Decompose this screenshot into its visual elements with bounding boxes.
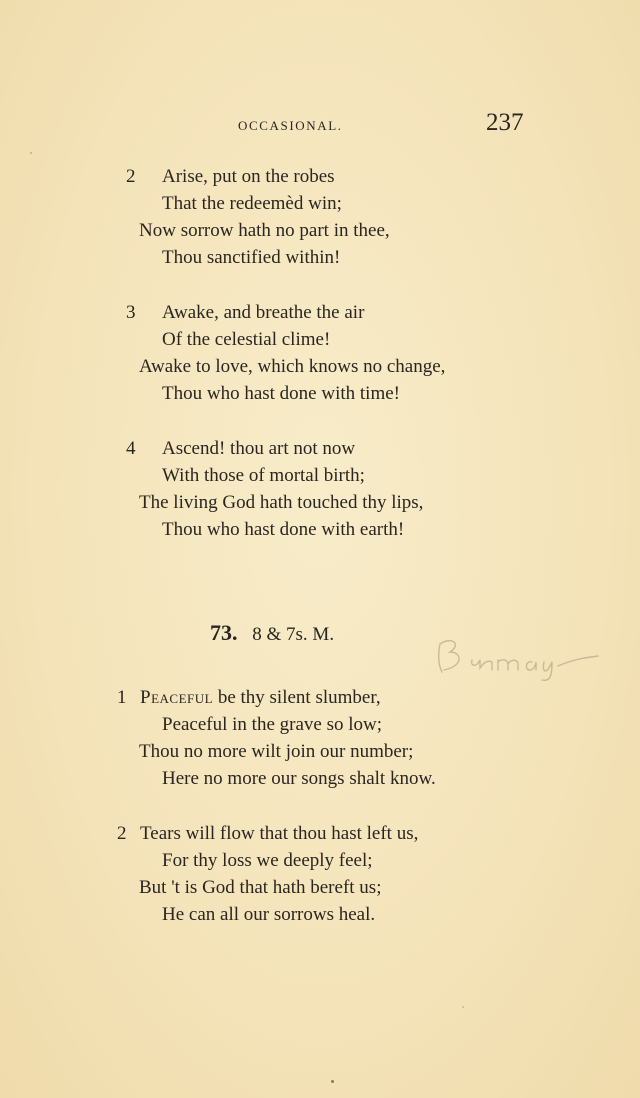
verse-line: Thou who hast done with time! [162, 383, 400, 404]
verse-line: Awake to love, which knows no change, [139, 356, 446, 377]
hymn-heading [210, 620, 334, 646]
verse-line: Thou no more wilt join our number; [139, 741, 414, 762]
first-word: Peaceful [140, 687, 214, 708]
verse-line: The living God hath touched thy lips, [139, 492, 424, 513]
verse-line: But 't is God that hath bereft us; [139, 877, 382, 898]
verse-line [140, 688, 381, 707]
verse-line: Thou sanctified within! [162, 247, 341, 268]
paper-speck [462, 1006, 464, 1008]
handwritten-signature [432, 626, 602, 682]
page-number: 237 [486, 109, 524, 136]
verse-line: Here no more our songs shalt know. [162, 768, 436, 789]
verse-line: With those of mortal birth; [162, 465, 365, 486]
first-line-rest: be thy silent slumber, [213, 687, 381, 708]
verse-line: Peaceful in the grave so low; [162, 714, 383, 735]
verse-line: Tears will flow that thou hast left us, [140, 823, 419, 844]
stanza-number: 3 [126, 302, 136, 323]
verse-line: That the redeemèd win; [162, 193, 342, 214]
stanza-number: 2 [117, 823, 127, 844]
verse-line: Thou who hast done with earth! [162, 519, 405, 540]
verse-line: Ascend! thou art not now [162, 438, 356, 459]
hymn-meter: 8 & 7s. M. [252, 624, 335, 645]
stanza-number: 4 [126, 438, 136, 459]
verse-line: Of the celestial clime! [162, 329, 331, 350]
stanza-number: 2 [126, 166, 136, 187]
verse-line: He can all our sorrows heal. [162, 904, 376, 925]
verse-line: Arise, put on the robes [162, 166, 335, 187]
hymn-number: 73. [210, 620, 238, 645]
verse-line: Now sorrow hath no part in thee, [139, 220, 390, 241]
verse-line: Awake, and breathe the air [162, 302, 365, 323]
paper-speck [30, 152, 32, 154]
verse-line: For thy loss we deeply feel; [162, 850, 373, 871]
running-header: OCCASIONAL. [238, 118, 343, 133]
paper-speck [331, 1080, 334, 1083]
stanza-number: 1 [117, 687, 127, 708]
